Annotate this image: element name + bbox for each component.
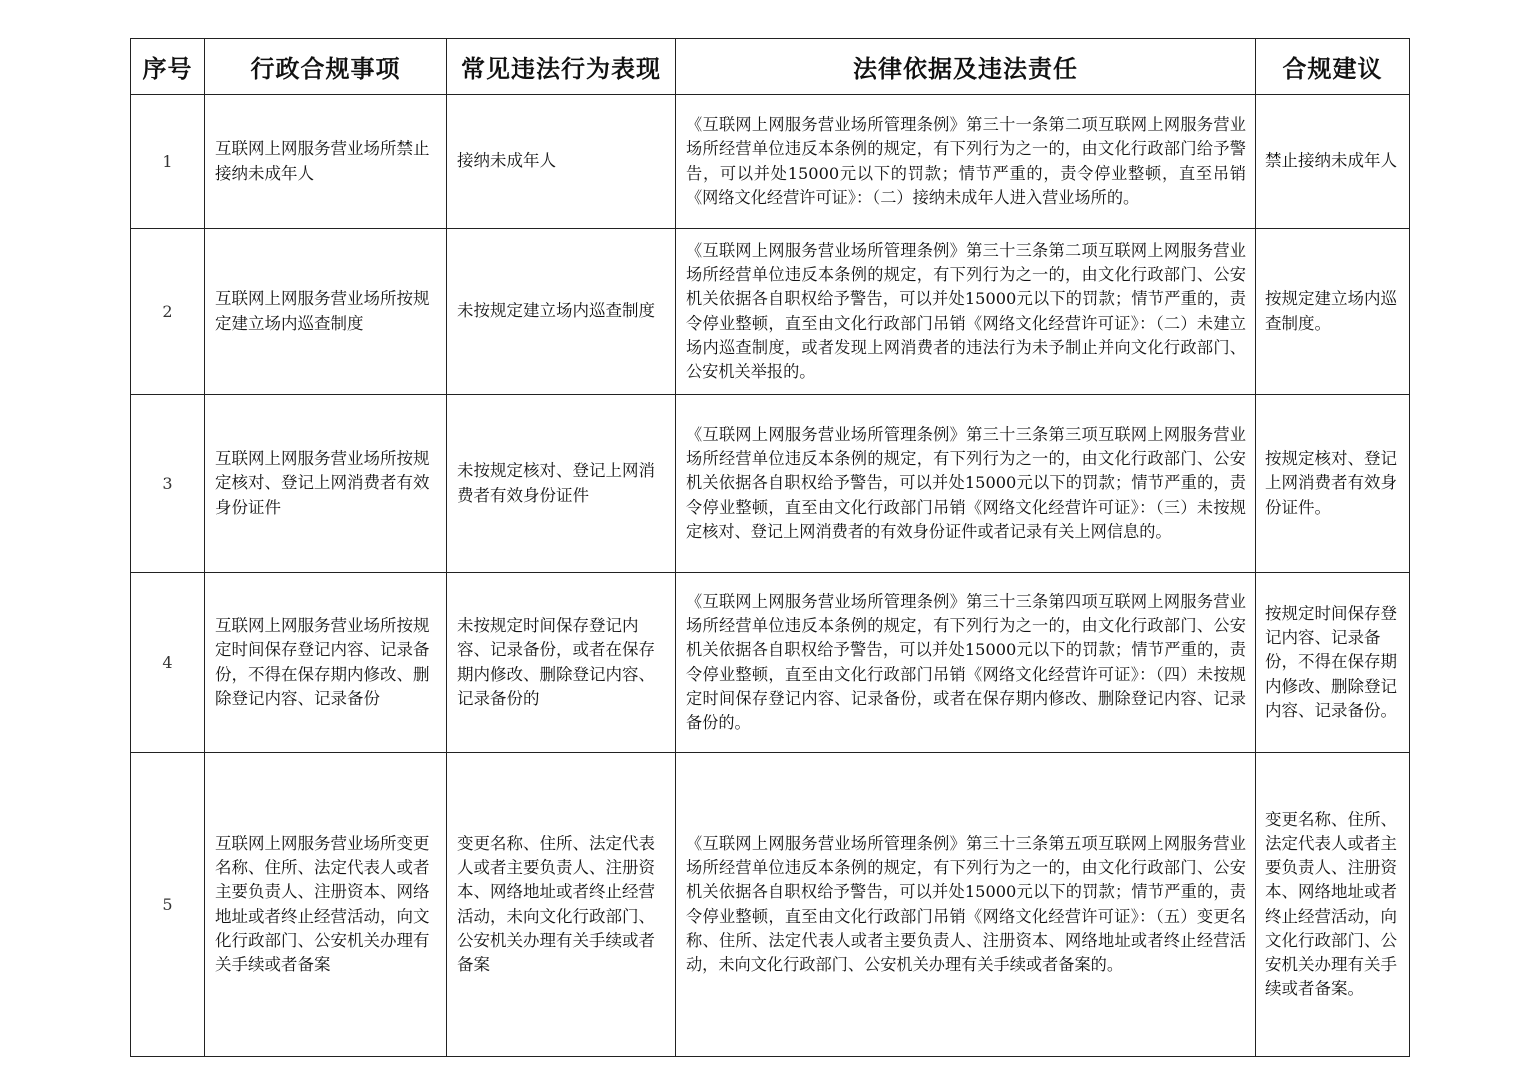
row-legal-cell: [676, 95, 1256, 229]
row-legal-cell: [676, 753, 1256, 1057]
row-item-cell: [205, 229, 447, 395]
table-row: [131, 753, 1410, 1057]
row-item-cell: [205, 753, 447, 1057]
row-violation-cell: [447, 573, 676, 753]
row-violation: 接纳未成年人: [457, 151, 556, 171]
row-item: 互联网上网服务营业场所按规定建立场内巡查制度: [215, 289, 430, 333]
row-advice-cell: [1256, 395, 1410, 573]
row-index: 5: [131, 753, 205, 1057]
header-index: 序号: [131, 39, 205, 95]
row-item-cell: [205, 573, 447, 753]
row-index: 1: [131, 95, 205, 229]
row-advice: 按规定时间保存登记内容、记录备份，不得在保存期内修改、删除登记内容、记录备份。: [1265, 603, 1397, 720]
row-advice: 按规定建立场内巡查制度。: [1265, 289, 1397, 333]
row-legal-cell: [676, 573, 1256, 753]
row-index: 2: [131, 229, 205, 395]
header-item: 行政合规事项: [205, 39, 447, 95]
table-row: [131, 95, 1410, 229]
row-index: 4: [131, 573, 205, 753]
row-advice: 变更名称、住所、法定代表人或者主要负责人、注册资本、网络地址或者终止经营活动，向文化行政部门、公安机关办理有关手续或者备案。: [1265, 809, 1397, 999]
row-violation: 未按规定核对、登记上网消费者有效身份证件: [457, 461, 655, 505]
row-legal-basis: 《互联网上网服务营业场所管理条例》第三十三条第五项互联网上网服务营业场所经营单位违反本条例的规定，有下列行为之一的，由文化行政部门、公安机关依据各自职权给予警告，可以并处15000元以下的罚款；情节严重的，责令停业整顿，直至由文化行政部门吊销《网络文化经营许可证》：（五）变更名称、住所、法定代表人或者主要负责人、注册资本、网络地址或者终止经营活动，未向文化行政部门、公安机关办理有关手续或者备案的。: [686, 833, 1246, 974]
row-violation-cell: [447, 395, 676, 573]
row-violation: 未按规定建立场内巡查制度: [457, 301, 655, 321]
row-violation: 未按规定时间保存登记内容、记录备份，或者在保存期内修改、删除登记内容、记录备份的: [457, 616, 655, 708]
row-violation-cell: [447, 229, 676, 395]
row-item: 互联网上网服务营业场所禁止接纳未成年人: [215, 139, 430, 183]
header-row: [131, 39, 1410, 95]
row-advice-cell: [1256, 573, 1410, 753]
row-violation-cell: [447, 95, 676, 229]
row-advice: 按规定核对、登记上网消费者有效身份证件。: [1265, 449, 1397, 517]
row-advice-cell: [1256, 229, 1410, 395]
row-item: 互联网上网服务营业场所按规定核对、登记上网消费者有效身份证件: [215, 449, 430, 517]
row-item-cell: [205, 395, 447, 573]
compliance-table: [130, 38, 1410, 1057]
table-row: [131, 573, 1410, 753]
row-item: 互联网上网服务营业场所按规定时间保存登记内容、记录备份，不得在保存期内修改、删除登记内容、记录备份: [215, 616, 430, 708]
row-advice: 禁止接纳未成年人: [1265, 151, 1397, 171]
row-item-cell: [205, 95, 447, 229]
row-legal-basis: 《互联网上网服务营业场所管理条例》第三十三条第四项互联网上网服务营业场所经营单位违反本条例的规定，有下列行为之一的，由文化行政部门、公安机关依据各自职权给予警告，可以并处15000元以下的罚款；情节严重的，责令停业整顿，直至由文化行政部门吊销《网络文化经营许可证》：（四）未按规定时间保存登记内容、记录备份，或者在保存期内修改、删除登记内容、记录备份的。: [686, 591, 1246, 732]
row-violation: 变更名称、住所、法定代表人或者主要负责人、注册资本、网络地址或者终止经营活动，未向文化行政部门、公安机关办理有关手续或者备案: [457, 833, 655, 974]
row-legal-basis: 《互联网上网服务营业场所管理条例》第三十三条第二项互联网上网服务营业场所经营单位违反本条例的规定，有下列行为之一的，由文化行政部门、公安机关依据各自职权给予警告，可以并处15000元以下的罚款；情节严重的，责令停业整顿，直至由文化行政部门吊销《网络文化经营许可证》：（二）未建立场内巡查制度，或者发现上网消费者的违法行为未予制止并向文化行政部门、公安机关举报的。: [686, 240, 1246, 381]
row-item: 互联网上网服务营业场所变更名称、住所、法定代表人或者主要负责人、注册资本、网络地址或者终止经营活动，向文化行政部门、公安机关办理有关手续或者备案: [215, 833, 430, 974]
row-legal-cell: [676, 229, 1256, 395]
table-header: [131, 39, 1410, 95]
row-advice-cell: [1256, 753, 1410, 1057]
header-legal-basis: 法律依据及违法责任: [676, 39, 1256, 95]
row-advice-cell: [1256, 95, 1410, 229]
row-legal-cell: [676, 395, 1256, 573]
row-legal-basis: 《互联网上网服务营业场所管理条例》第三十三条第三项互联网上网服务营业场所经营单位违反本条例的规定，有下列行为之一的，由文化行政部门、公安机关依据各自职权给予警告，可以并处15000元以下的罚款；情节严重的，责令停业整顿，直至由文化行政部门吊销《网络文化经营许可证》：（三）未按规定核对、登记上网消费者的有效身份证件或者记录有关上网信息的。: [686, 424, 1246, 541]
row-violation-cell: [447, 753, 676, 1057]
table-body: [131, 95, 1410, 1057]
table-row: [131, 395, 1410, 573]
row-index: 3: [131, 395, 205, 573]
header-violation: 常见违法行为表现: [447, 39, 676, 95]
table-row: [131, 229, 1410, 395]
header-advice: 合规建议: [1256, 39, 1410, 95]
row-legal-basis: 《互联网上网服务营业场所管理条例》第三十一条第二项互联网上网服务营业场所经营单位违反本条例的规定，有下列行为之一的，由文化行政部门给予警告，可以并处15000元以下的罚款；情节严重的，责令停业整顿，直至吊销《网络文化经营许可证》：（二）接纳未成年人进入营业场所的。: [686, 115, 1246, 207]
